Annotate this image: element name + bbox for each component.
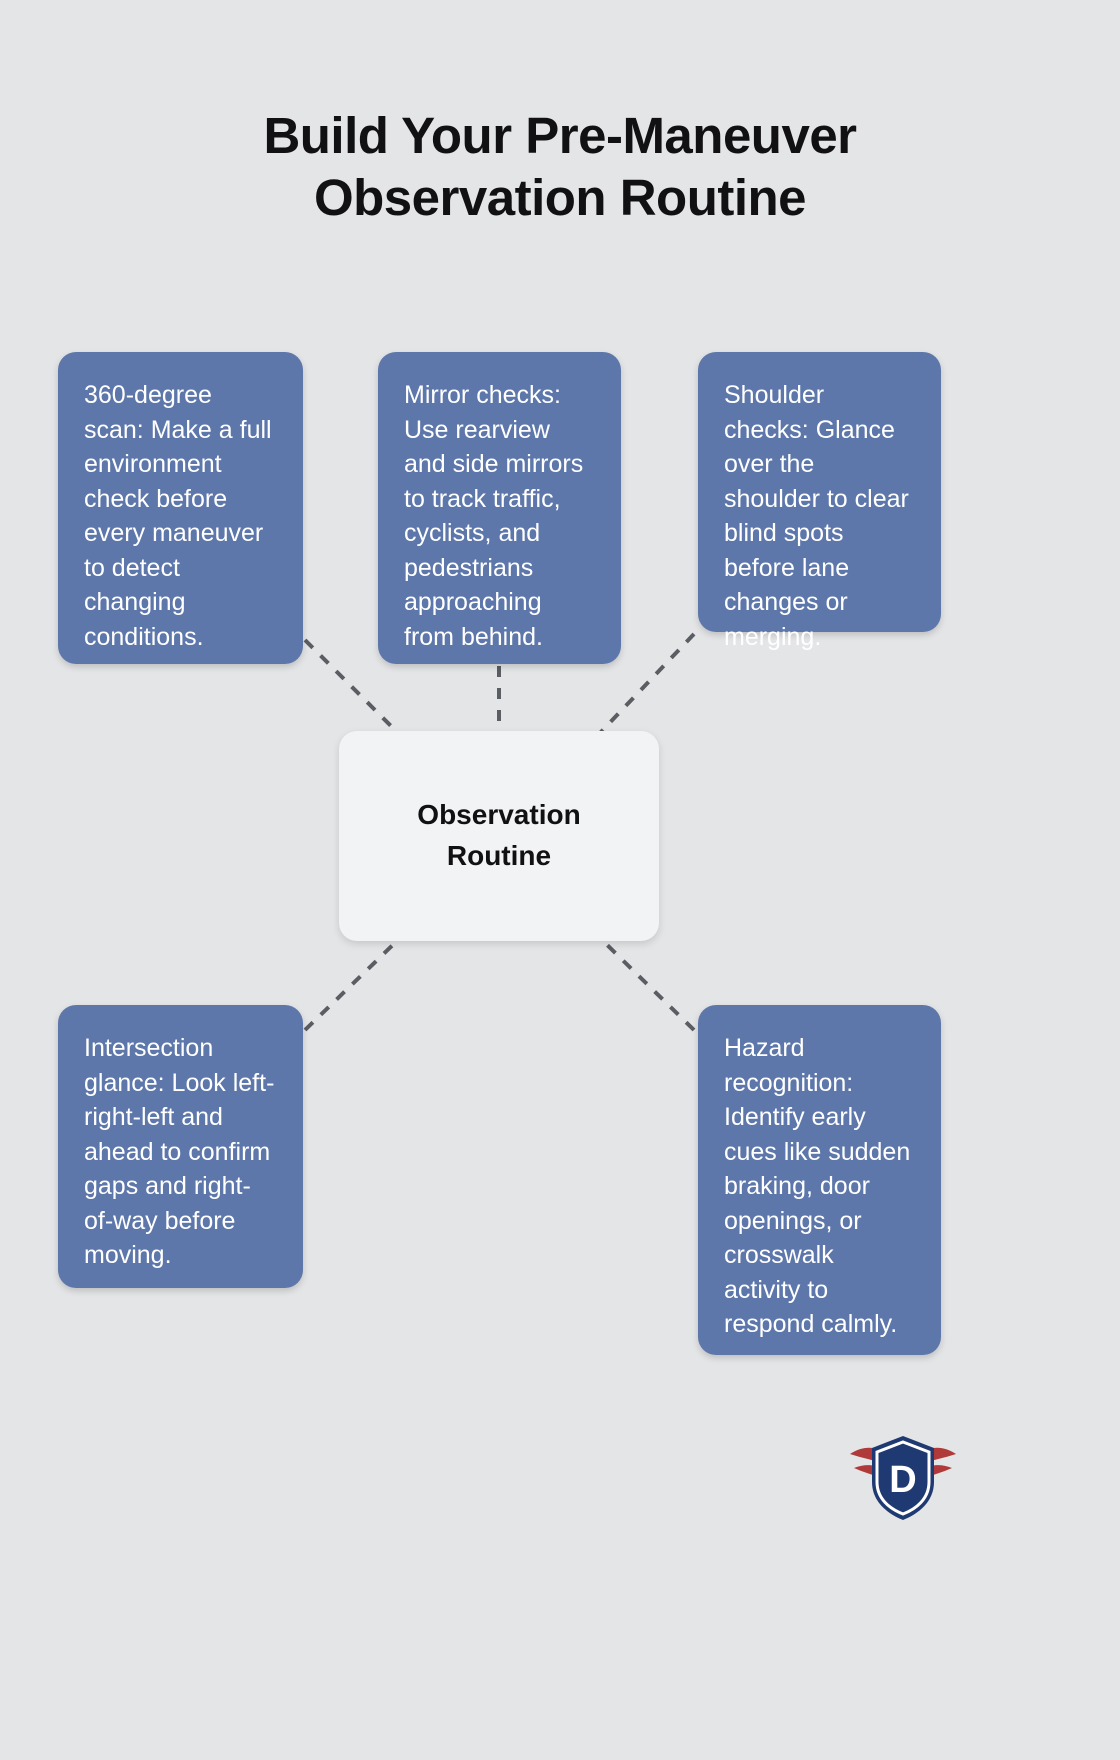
page-title-line-1: Build Your Pre-Maneuver — [263, 107, 857, 164]
connector-node-4 — [305, 938, 400, 1030]
brand-logo — [848, 1428, 958, 1524]
center-node-label — [393, 795, 604, 876]
node-text: Intersection glance: Look left-right-left and ahead to confirm gaps and right-of-way before moving. — [84, 1034, 275, 1269]
winged-shield-icon — [848, 1428, 958, 1524]
node-hazard-recognition — [698, 1005, 941, 1355]
node-text: Mirror checks: Use rearview and side mirrors to track traffic, cyclists, and pedestrians approaching from behind. — [404, 381, 584, 651]
page-title-line-2: Observation Routine — [313, 169, 807, 227]
node-text: 360-degree scan: Make a full environment check before every maneuver to detect changing conditions. — [84, 381, 272, 651]
logo-letter: D — [889, 1459, 917, 1501]
page-title — [0, 105, 1120, 229]
connector-node-5 — [600, 938, 694, 1030]
node-360-degree-scan — [58, 352, 303, 664]
node-mirror-checks — [378, 352, 621, 664]
node-shoulder-checks — [698, 352, 941, 651]
center-label-line-1: Observation — [417, 799, 581, 831]
node-intersection-glance — [58, 1005, 303, 1288]
center-node — [339, 731, 659, 941]
center-label-line-2: Routine — [446, 840, 552, 871]
node-text: Hazard recognition: Identify early cues like sudden braking, door openings, or crosswalk activity to respond calmly. — [724, 1034, 911, 1338]
node-text: Shoulder checks: Glance over the shoulder to clear blind spots before lane changes or merging. — [724, 381, 909, 651]
